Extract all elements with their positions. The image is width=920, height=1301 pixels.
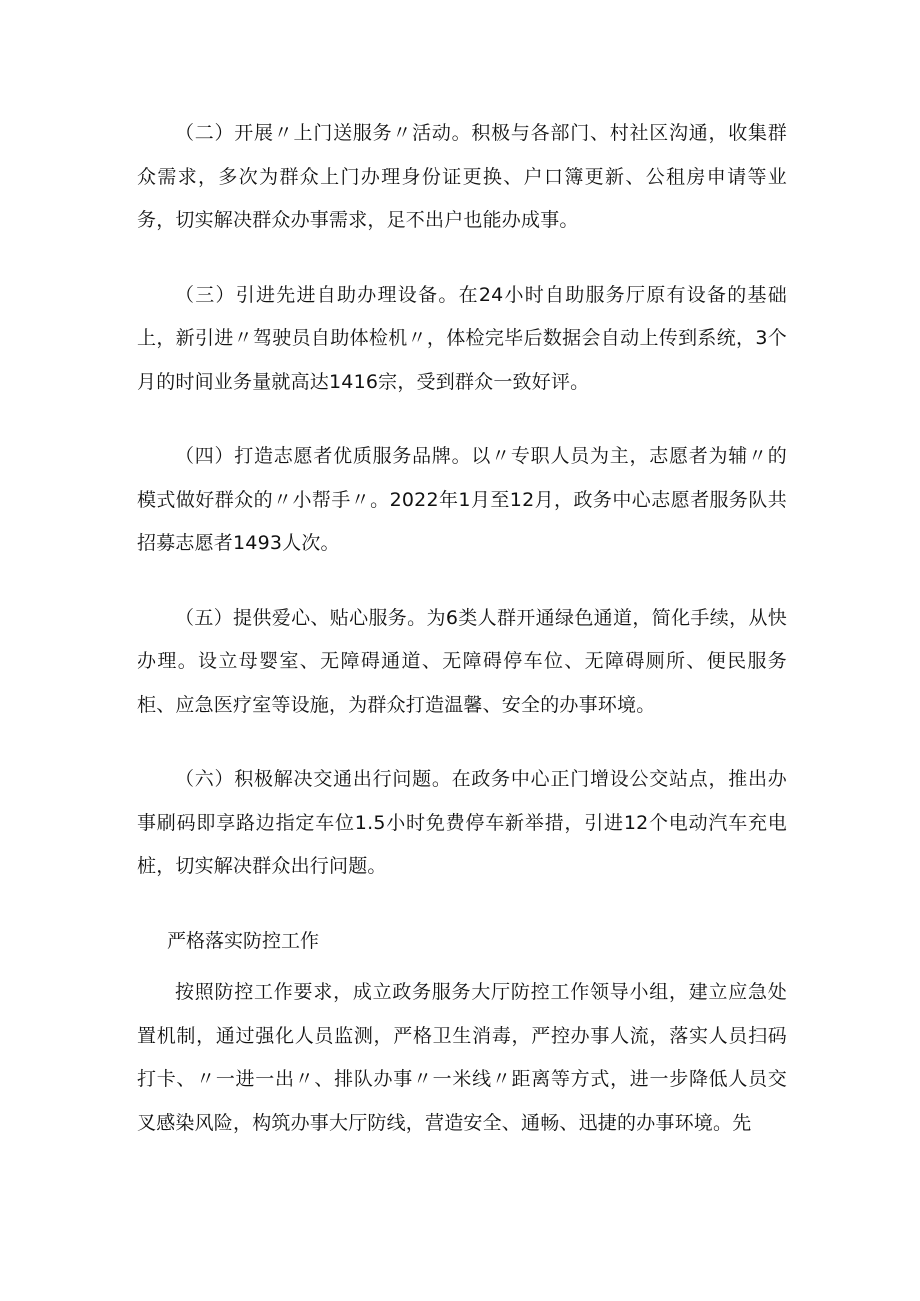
paragraph-caring-service: （五）提供爱心、贴心服务。为6类人群开通绿色通道，简化手续，从快办理。设立母婴室、无障碍通道、无障碍停车位、无障碍厕所、便民服务柜、应急医疗室等设施，为群众打造温馨、安全的办事环境。 (137, 606, 787, 716)
paragraph-door-to-door-service: （二）开展〃上门送服务〃活动。积极与各部门、村社区沟通，收集群众需求，多次为群众上门办理身份证更换、户口簿更新、公租房申请等业务，切实解决群众办事需求，足不出户也能办成事。 (137, 122, 787, 231)
paragraph-prevention-control: 按照防控工作要求，成立政务服务大厅防控工作领导小组，建立应急处置机制，通过强化人员监测，严格卫生消毒，严控办事人流，落实人员扫码打卡、〃一进一出〃、排队办事〃一米线〃距离等方式，进一步降低人员交叉感染风险，构筑办事大厅防线，营造安全、通畅、迅捷的办事环境。先 (137, 981, 787, 1134)
document-body (137, 112, 787, 1145)
paragraph-traffic-problems: （六）积极解决交通出行问题。在政务中心正门增设公交站点，推出办事刷码即享路边指定车位1.5小时免费停车新举措，引进12个电动汽车充电桩，切实解决群众出行问题。 (137, 768, 787, 877)
paragraph-volunteer-brand: （四）打造志愿者优质服务品牌。以〃专职人员为主，志愿者为辅〃的模式做好群众的〃小帮手〃。2022年1月至12月，政务中心志愿者服务队共招募志愿者1493人次。 (137, 445, 787, 554)
paragraph-self-service-equipment: （三）引进先进自助办理设备。在24小时自助服务厅原有设备的基础上，新引进〃驾驶员自助体检机〃，体检完毕后数据会自动上传到系统，3个月的时间业务量就高达1416宗，受到群众一致好评。 (137, 283, 787, 393)
section-heading: 严格落实防控工作 (167, 929, 320, 952)
